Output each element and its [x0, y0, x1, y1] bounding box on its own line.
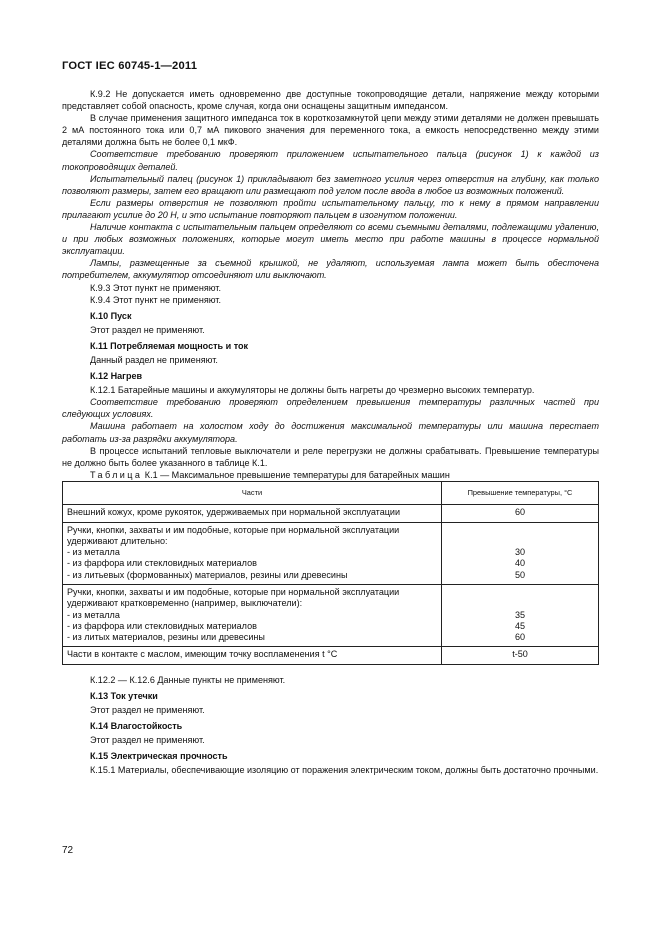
table-row: [63, 584, 599, 646]
cell-value-line: 40: [514, 558, 526, 569]
cell-line: - из литьевых (формованных) материалов, резины или древесины: [67, 569, 348, 580]
paragraph: К.9.2 Не допускается иметь одновременно две доступные токопроводящие детали, напряжение между которыми представляет собой опасность, кроме случая, когда они оснащены защитным импедансом.: [62, 89, 599, 112]
section-heading: К.12 Нагрев: [90, 371, 143, 382]
paragraph: К.15.1 Материалы, обеспечивающие изоляцию от поражения электрическим током, должны быть достаточно прочными.: [90, 765, 599, 776]
table-cell-part: [63, 522, 442, 584]
cell-line: - из литых материалов, резины или древесины: [67, 632, 265, 643]
section-heading: К.10 Пуск: [90, 310, 132, 321]
section-heading: К.13 Ток утечки: [90, 690, 158, 701]
table-row: [63, 522, 599, 584]
temperature-table: [62, 481, 599, 665]
cell-line: Ручки, кнопки, захваты и им подобные, которые при нормальной эксплуатации удерживают длительно:: [67, 524, 400, 546]
paragraph: К.9.4 Этот пункт не применяют.: [90, 294, 221, 305]
cell-line: Ручки, кнопки, захваты и им подобные, которые при нормальной эксплуатации удерживают кратковременно (например, выключатели):: [67, 586, 400, 609]
cell-value-line: 35: [514, 609, 526, 620]
document-body: [62, 88, 599, 776]
paragraph: Этот раздел не применяют.: [90, 735, 205, 746]
paragraph: Соответствие требованию проверяют определением превышения температуры различных частей при следующих условиях.: [62, 397, 599, 420]
table-cell-part: Части в контакте с маслом, имеющим точку воспламенения t °С: [63, 647, 442, 664]
paragraph: В случае применения защитного импеданса ток в короткозамкнутой цепи между этими деталями не должен превышать 2 мА постоянного тока или 0,7 мА пикового значения для переменного тока, а емкость непосредственно между этими деталями должна быть не более 0,1 мкФ.: [62, 113, 599, 148]
paragraph: Лампы, размещенные за съемной крышкой, не удаляют, используемая лампа может быть обесточена потребителем, аккумулятор отсоединяют или выключают.: [62, 258, 599, 281]
column-header-temperature: Превышение температуры, °С: [442, 481, 599, 504]
table-caption: [62, 469, 599, 481]
paragraph: Испытательный палец (рисунок 1) прикладывают без заметного усилия через отверстия на глубину, как только позволяют размеры, затем его вращают или размещают под углом после ввода в любое из возможных положений.: [62, 173, 599, 196]
cell-line: - из металла: [67, 547, 120, 558]
column-header-parts: Части: [63, 481, 442, 504]
paragraph: В процессе испытаний тепловые выключатели и реле перегрузки не должны срабатывать. Превышение температуры не должно быть более указанного в таблице К.1.: [62, 445, 599, 468]
table-cell-value: [442, 522, 599, 584]
document-header: ГОСТ IEC 60745-1—2011: [62, 60, 198, 72]
paragraph: Если размеры отверстия не позволяют пройти испытательному пальцу, то к нему в прямом направлении прилагают усилие до 20 Н, и это испытание повторяют пальцем в изогнутом положении.: [62, 197, 599, 220]
table-cell-value: t-50: [442, 647, 599, 664]
cell-line: - из фарфора или стекловидных материалов: [67, 558, 257, 569]
paragraph: К.12.2 — К.12.6 Данные пункты не применяют.: [90, 674, 286, 685]
table-cell-part: Внешний кожух, кроме рукояток, удерживаемых при нормальной эксплуатации: [63, 505, 442, 522]
table-cell-value: [442, 584, 599, 646]
table-caption-word: Таблица: [90, 469, 143, 480]
cell-value-line: 30: [514, 547, 526, 558]
table-row: [63, 647, 599, 664]
page-number: 72: [62, 845, 74, 856]
cell-value-line: 50: [514, 569, 526, 580]
table-caption-text: К.1 — Максимальное превышение температуры для батарейных машин: [142, 469, 450, 480]
paragraph: Наличие контакта с испытательным пальцем определяют со всеми съемными деталями, подлежащими удалению, и при любых возможных положениях, которые могут иметь место при работе машины в процессе нормальной эксплуатации.: [62, 222, 599, 257]
section-heading: К.15 Электрическая прочность: [90, 751, 228, 762]
table-row: [63, 505, 599, 522]
paragraph: Машина работает на холостом ходу до достижения максимальной температуры или машина перестает работать из-за разрядки аккумулятора.: [62, 421, 599, 444]
paragraph: Данный раздел не применяют.: [90, 354, 218, 365]
paragraph: К.12.1 Батарейные машины и аккумуляторы не должны быть нагреты до чрезмерно высоких температур.: [90, 385, 535, 396]
cell-value-line: 60: [514, 632, 526, 643]
section-heading: К.11 Потребляемая мощность и ток: [90, 340, 249, 351]
cell-line: - из металла: [67, 609, 120, 620]
paragraph: Этот раздел не применяют.: [90, 704, 205, 715]
section-heading: К.14 Влагостойкость: [90, 721, 183, 732]
cell-value-line: 45: [514, 620, 526, 631]
table-cell-part: [63, 584, 442, 646]
paragraph: Этот раздел не применяют.: [90, 324, 205, 335]
paragraph: Соответствие требованию проверяют приложением испытательного пальца (рисунок 1) к каждой из токопроводящих деталей.: [62, 149, 599, 172]
cell-line: - из фарфора или стекловидных материалов: [67, 620, 257, 631]
table-header-row: [63, 481, 599, 504]
table-cell-value: 60: [442, 505, 599, 522]
paragraph: К.9.3 Этот пункт не применяют.: [90, 282, 221, 293]
